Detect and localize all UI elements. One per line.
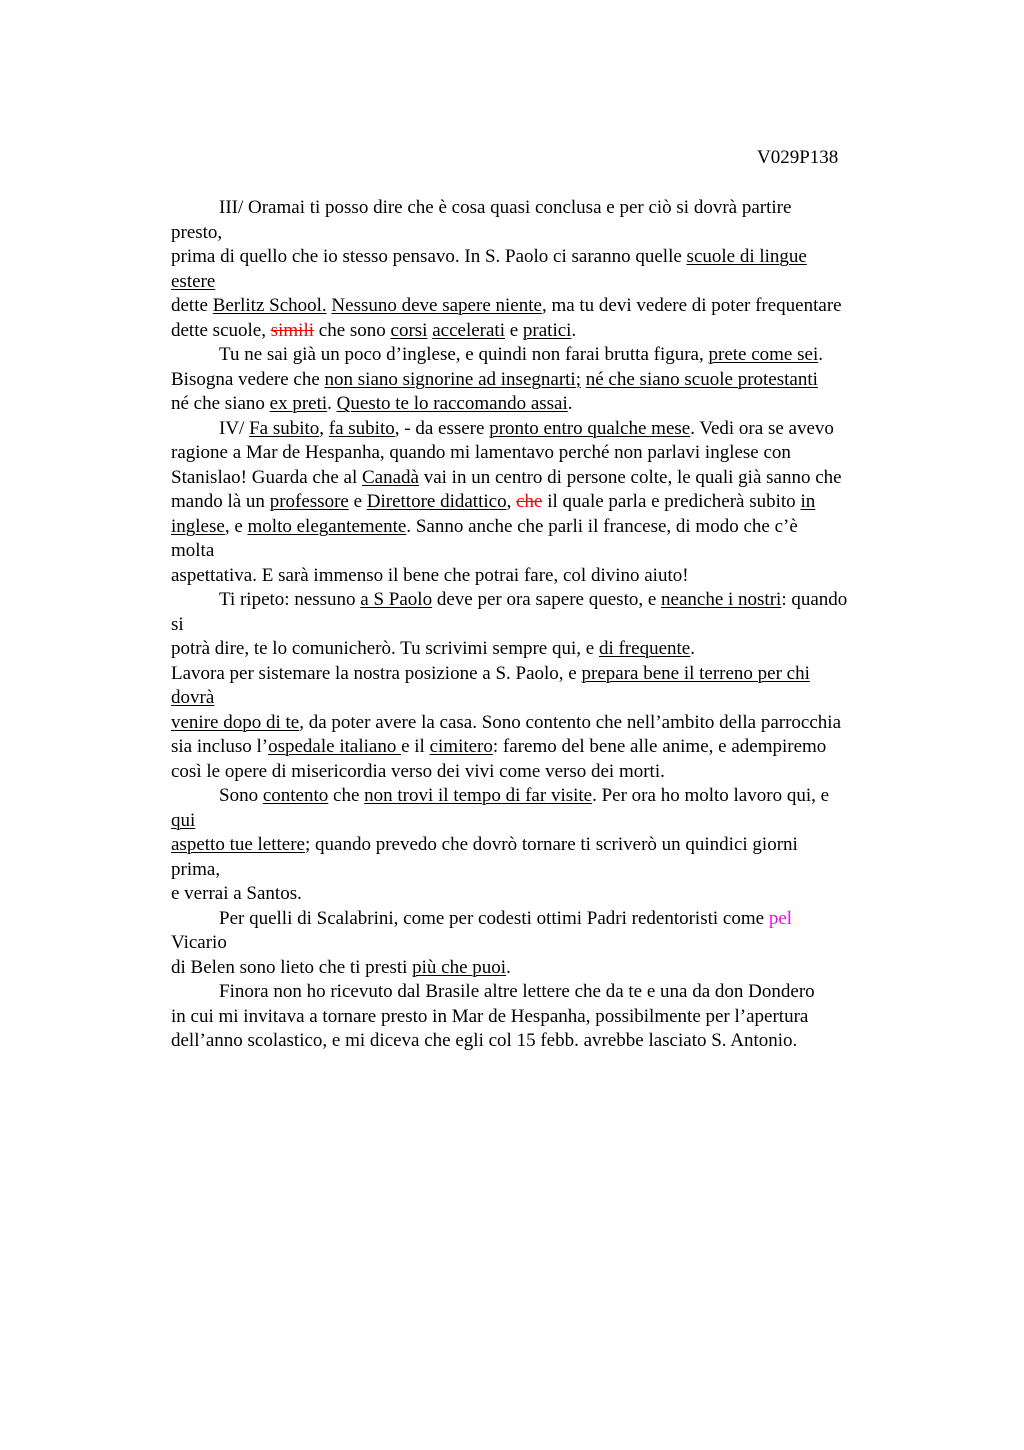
text-line xyxy=(171,858,911,883)
text-line xyxy=(171,515,911,540)
text-run: . xyxy=(690,638,695,659)
highlighted-text: pel xyxy=(768,907,793,929)
text-line xyxy=(171,980,911,1005)
text-run: , ma tu devi vedere di poter frequentare xyxy=(541,295,842,316)
text-run: il quale parla e predicherà subito xyxy=(542,491,801,512)
underlined-text: inglese xyxy=(171,515,225,537)
text-run: dette xyxy=(171,295,213,316)
text-line xyxy=(171,392,911,417)
text-line xyxy=(171,784,911,809)
text-run: ; quando prevedo che dovrò tornare ti scriverò un quindici giorni xyxy=(305,834,798,855)
text-run: Sono xyxy=(219,785,263,806)
text-line xyxy=(171,613,911,638)
text-line xyxy=(171,833,911,858)
text-run: : quando xyxy=(781,589,848,610)
text-run: potrà dire, te lo comunicherò. Tu scrivimi sempre qui, e xyxy=(171,638,599,659)
underlined-text: prepara bene il terreno per chi xyxy=(581,662,810,684)
underlined-text: accelerati xyxy=(432,319,505,341)
text-run: Lavora per sistemare la nostra posizione a S. Paolo, e xyxy=(171,662,582,684)
text-run: . Per ora ho molto lavoro qui, e xyxy=(592,785,830,806)
text-run: : faremo del bene alle anime, e adempiremo xyxy=(492,736,827,757)
text-run: prima, xyxy=(171,858,221,880)
text-run: e verrai a Santos. xyxy=(171,883,302,904)
underlined-text: non trovi il tempo di far visite xyxy=(364,785,593,806)
text-line xyxy=(171,760,911,785)
text-run: né che siano xyxy=(171,393,270,414)
underlined-text: Canadà xyxy=(361,466,419,488)
text-run: Finora non ho ricevuto dal Brasile altre lettere che da te e una da don Dondero xyxy=(219,981,815,1002)
text-line xyxy=(171,588,911,613)
text-line xyxy=(171,907,911,932)
text-line xyxy=(171,931,911,956)
underlined-text: di frequente xyxy=(598,638,691,659)
text-line xyxy=(171,956,911,981)
underlined-text: Nessuno deve sapere niente xyxy=(331,295,542,316)
underlined-text: Fa subito xyxy=(249,417,320,439)
text-line xyxy=(171,245,911,270)
underlined-text: aspetto tue lettere xyxy=(171,834,305,855)
text-line xyxy=(171,319,911,344)
text-line xyxy=(171,441,911,466)
text-line xyxy=(171,294,911,319)
text-run: Vicario xyxy=(171,932,227,953)
page-identifier: V029P138 xyxy=(757,147,839,168)
text-run: aspettativa. E sarà immenso il bene che potrai fare, col divino aiuto! xyxy=(171,564,689,586)
underlined-text: Direttore didattico xyxy=(366,491,507,512)
text-line xyxy=(171,343,911,368)
underlined-text: prete come sei xyxy=(708,344,819,365)
text-run: . xyxy=(818,344,823,365)
underlined-text: cimitero xyxy=(429,736,493,757)
underlined-text: neanche i nostri xyxy=(661,589,782,610)
underlined-text: Questo te lo raccomando assai xyxy=(336,393,568,414)
text-run: III/ Oramai ti posso dire che è cosa quasi conclusa e per ciò si dovrà partire xyxy=(219,197,792,218)
underlined-text: né che siano scuole protestanti xyxy=(585,368,818,390)
text-run: ragione a Mar de Hespanha, quando mi lamentavo perché non parlavi inglese con xyxy=(171,442,791,463)
text-line xyxy=(171,735,911,760)
text-run: , e xyxy=(224,515,248,537)
deleted-text: simili xyxy=(270,319,315,341)
text-run: dette scuole, xyxy=(171,319,271,341)
deleted-text: che xyxy=(516,491,543,512)
underlined-text: Berlitz School. xyxy=(212,295,327,316)
underlined-text: corsi xyxy=(390,319,428,341)
text-run: vai in un centro di persone colte, le quali già sanno che xyxy=(418,466,842,488)
text-run: Per quelli di Scalabrini, come per codesti ottimi Padri redentoristi come xyxy=(219,907,769,929)
underlined-text: estere xyxy=(171,270,216,292)
text-line xyxy=(171,490,911,515)
underlined-text: qui xyxy=(171,809,196,831)
underlined-text: non siano signorine ad insegnarti; xyxy=(324,368,581,390)
text-run: Ti ripeto: nessuno xyxy=(219,589,361,610)
underlined-text: a S Paolo xyxy=(360,589,433,610)
text-line xyxy=(171,221,911,246)
underlined-text: scuole di lingue xyxy=(686,246,807,267)
text-run: presto, xyxy=(171,221,223,243)
text-run: IV/ xyxy=(219,417,250,439)
text-line xyxy=(171,809,911,834)
text-run: e il xyxy=(401,736,430,757)
text-run: . xyxy=(327,393,337,414)
underlined-text: contento xyxy=(262,785,329,806)
text-run: , - da essere xyxy=(394,417,490,439)
text-line xyxy=(171,539,911,564)
text-run: mando là un xyxy=(171,491,270,512)
text-line xyxy=(171,564,911,589)
underlined-text: fa subito xyxy=(328,417,395,439)
text-line xyxy=(171,368,911,393)
underlined-text: più che puoi xyxy=(412,956,507,978)
text-line xyxy=(171,417,911,442)
text-run: deve per ora sapere questo, e xyxy=(432,589,662,610)
text-run: dell’anno scolastico, e mi diceva che egli col 15 febb. avrebbe lasciato S. Antonio. xyxy=(171,1030,798,1051)
text-line xyxy=(171,686,911,711)
text-run: di Belen sono lieto che ti presti xyxy=(171,956,413,978)
underlined-text: molto elegantemente xyxy=(247,515,407,537)
text-run: . xyxy=(506,956,511,978)
text-line xyxy=(171,662,911,687)
underlined-text: ex preti xyxy=(269,393,328,414)
text-run: si xyxy=(171,613,184,635)
text-run: . Vedi ora se avevo xyxy=(690,417,834,439)
text-run: , xyxy=(319,417,329,439)
underlined-text: professore xyxy=(269,491,349,512)
text-run: Tu ne sai già un poco d’inglese, e quindi non farai brutta figura, xyxy=(219,344,709,365)
text-run: e xyxy=(504,319,523,341)
underlined-text: venire dopo di te xyxy=(171,711,300,733)
text-run: così le opere di misericordia verso dei vivi come verso dei morti. xyxy=(171,760,665,782)
underlined-text: pronto entro qualche mese xyxy=(489,417,691,439)
text-run: , xyxy=(506,491,517,512)
text-run: molta xyxy=(171,540,215,561)
letter-body xyxy=(171,196,911,1054)
text-line xyxy=(171,711,911,736)
text-run: . xyxy=(567,393,573,414)
text-run: che xyxy=(328,785,365,806)
underlined-text: dovrà xyxy=(171,687,215,708)
underlined-text: ospedale italiano xyxy=(268,736,402,757)
text-run: sia incluso l’ xyxy=(171,736,269,757)
text-line xyxy=(171,466,911,491)
text-run: . Sanno anche che parli il francese, di modo che c’è xyxy=(406,515,798,537)
text-run: . xyxy=(571,319,577,341)
text-line xyxy=(171,196,911,221)
text-line xyxy=(171,270,911,295)
underlined-text: pratici xyxy=(522,319,572,341)
text-run: che sono xyxy=(314,319,391,341)
underlined-text: in xyxy=(800,491,816,512)
text-line xyxy=(171,1005,911,1030)
text-run: Bisogna vedere che xyxy=(171,368,325,390)
text-line xyxy=(171,882,911,907)
text-run: in cui mi invitava a tornare presto in Mar de Hespanha, possibilmente per l’apertura xyxy=(171,1005,809,1027)
text-run: prima di quello che io stesso pensavo. In S. Paolo ci saranno quelle xyxy=(171,246,687,267)
text-run: Stanislao! Guarda che al xyxy=(171,466,362,488)
text-run: e xyxy=(348,491,367,512)
text-line xyxy=(171,1029,911,1054)
text-run: , da poter avere la casa. Sono contento che nell’ambito della parrocchia xyxy=(299,711,842,733)
text-line xyxy=(171,637,911,662)
